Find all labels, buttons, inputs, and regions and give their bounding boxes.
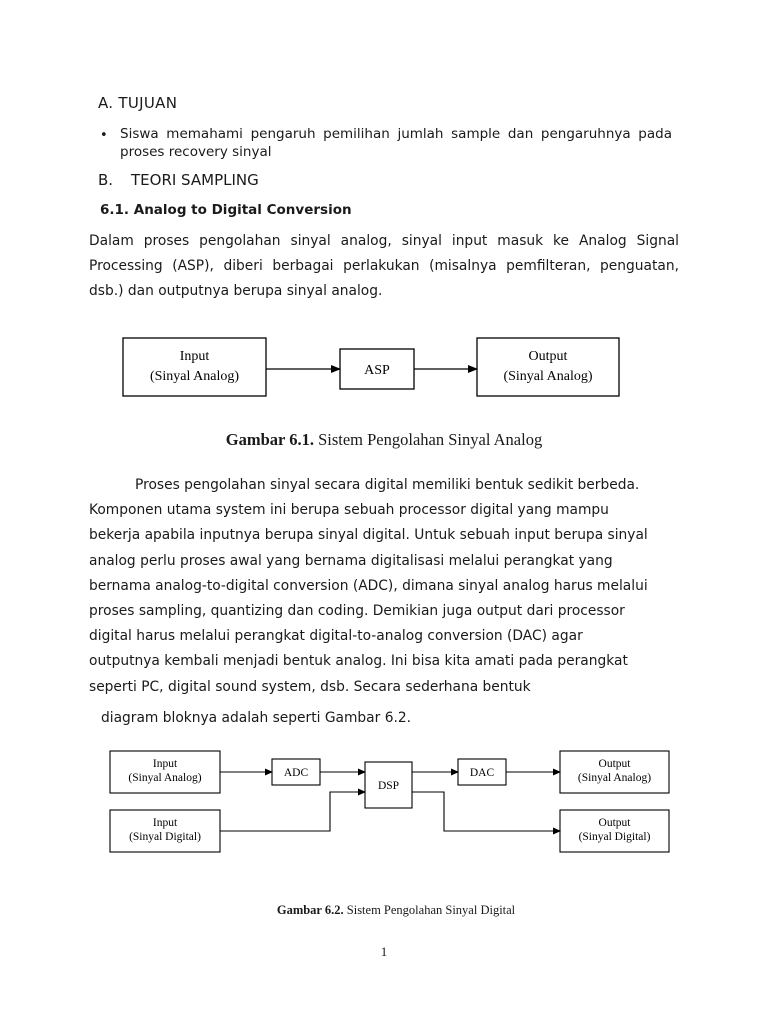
section-a-heading: A. TUJUAN (98, 94, 178, 112)
input-label: Input (179, 349, 210, 364)
objective-bullet-text: Siswa memahami pengaruh pemilihan jumlah sample dan pengaruhnya pada proses recovery sinyal (120, 126, 672, 160)
paragraph-line: seperti PC, digital sound system, dsb. Secara sederhana bentuk (89, 678, 531, 695)
paragraph-analog-processing: Dalam proses pengolahan sinyal analog, sinyal input masuk ke Analog Signal Processing (ASP), diberi berbagai perlakukan (misalnya pemfilteran, penguatan, dsb.) dan outputnya berupa sinyal analog. (89, 233, 679, 299)
paragraph-diagram-intro: diagram bloknya adalah seperti Gambar 6.2. (101, 710, 412, 726)
figure-6-2-caption-number: Gambar 6.2. (276, 903, 344, 917)
paragraph-line: bekerja apabila inputnya berupa sinyal digital. Untuk sebuah input berupa sinyal (89, 527, 648, 544)
figure-6-2-caption (0, 903, 768, 918)
page-number: 1 (380, 944, 388, 959)
dac-label: DAC (469, 767, 495, 779)
input-analog-label: Input (152, 758, 178, 770)
subsection-heading: 6.1. Analog to Digital Conversion (100, 202, 352, 218)
asp-label: ASP (364, 363, 390, 378)
figure-6-1-caption-number: Gambar 6.1. (225, 430, 314, 449)
output-sublabel: (Sinyal Analog) (503, 369, 593, 384)
input-digital-label: Input (152, 817, 178, 829)
paragraph-digital-processing (89, 473, 671, 700)
output-digital-label: Output (598, 817, 631, 829)
figure-6-2-diagram (110, 751, 669, 852)
section-b-number: B. (98, 171, 114, 189)
input-digital-sublabel: (Sinyal Digital) (129, 831, 201, 843)
paragraph-line-text: Proses pengolahan sinyal secara digital memiliki bentuk sedikit berbeda. (135, 477, 640, 493)
figure-6-2-caption-text: Sistem Pengolahan Sinyal Digital (343, 903, 516, 917)
output-analog-sublabel: (Sinyal Analog) (577, 772, 652, 784)
dsp-label: DSP (377, 780, 400, 792)
section-b-heading: TEORI SAMPLING (131, 171, 259, 189)
paragraph-line: outputnya kembali menjadi bentuk analog. Ini bisa kita amati pada perangkat (89, 653, 628, 670)
arrow-digital-input-to-dsp (220, 792, 365, 831)
paragraph-line: bernama analog-to-digital conversion (ADC), dimana sinyal analog harus melalui (89, 577, 648, 594)
input-analog-box (123, 338, 266, 396)
paragraph-line (89, 473, 671, 498)
input-sublabel: (Sinyal Analog) (149, 369, 240, 384)
figure-6-1-caption (0, 430, 768, 450)
figure-6-1-caption-text: Sistem Pengolahan Sinyal Analog (313, 430, 543, 449)
paragraph-line: digital harus melalui perangkat digital-to-analog conversion (DAC) agar (89, 628, 583, 645)
paragraph-line: proses sampling, quantizing dan coding. Demikian juga output dari processor (89, 603, 625, 620)
bullet-marker: • (100, 128, 108, 143)
input-analog-sublabel: (Sinyal Analog) (128, 772, 202, 784)
output-label: Output (528, 349, 568, 364)
adc-label: ADC (283, 767, 309, 779)
paragraph-line: analog perlu proses awal yang bernama digitalisasi melalui perangkat yang (89, 552, 613, 569)
output-analog-label: Output (598, 758, 631, 770)
paragraph-line: Komponen utama system ini berupa sebuah processor digital yang mampu (89, 502, 609, 519)
output-analog-box (477, 338, 619, 396)
arrow-dsp-to-digital-output (412, 792, 560, 831)
output-digital-sublabel: (Sinyal Digital) (578, 831, 651, 843)
